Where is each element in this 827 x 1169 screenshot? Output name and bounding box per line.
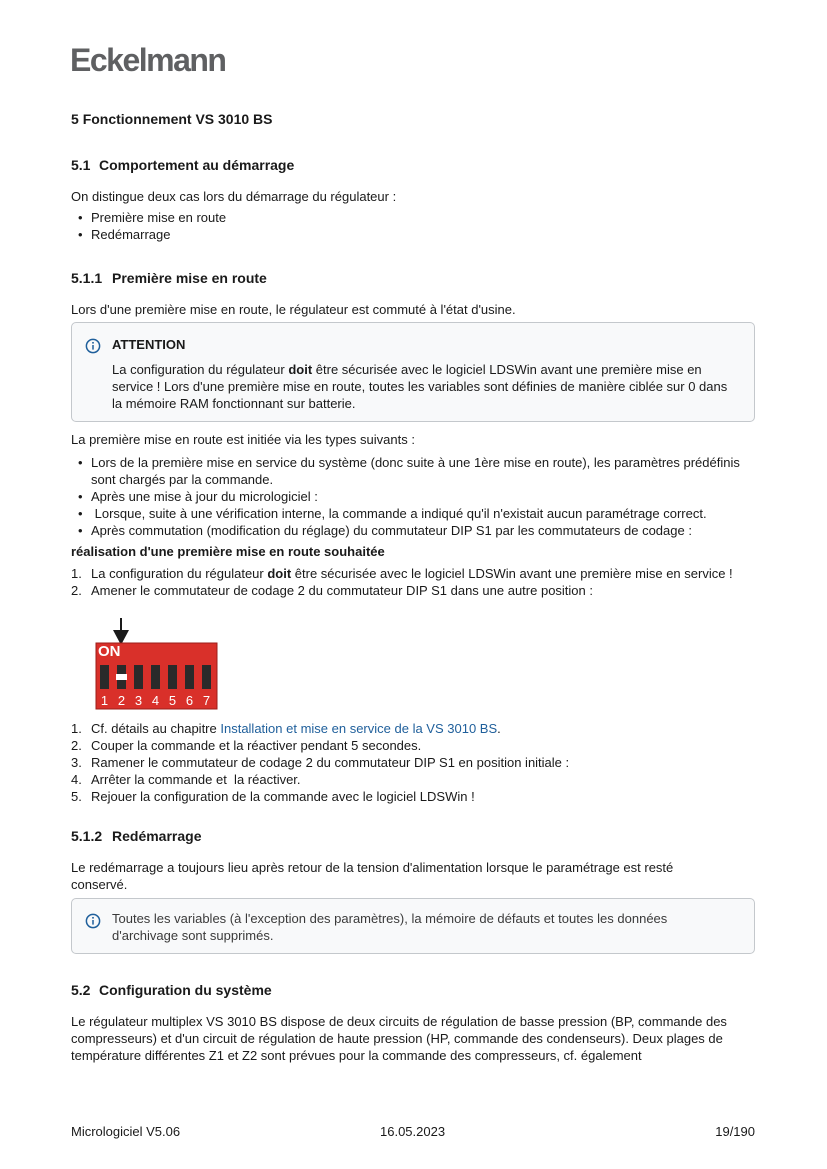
- list-item: 2. Amener le commutateur de codage 2 du commutateur DIP S1 dans une autre position :: [71, 583, 593, 598]
- info-note-box: [71, 898, 755, 954]
- footer-date: 16.05.2023: [380, 1124, 446, 1139]
- dip-switch-slot-4: [151, 665, 160, 689]
- list-item: 1. Cf. détails au chapitre Installation et mise en service de la VS 3010 BS.: [71, 721, 501, 736]
- dip-switch-number-7: 7: [202, 693, 211, 708]
- dip-switch-number-4: 4: [151, 693, 160, 708]
- list-item: 3. Ramener le commutateur de codage 2 du commutateur DIP S1 en position initiale :: [71, 755, 570, 770]
- attention-box: [71, 322, 755, 422]
- dip-switch-number-5: 5: [168, 693, 177, 708]
- dip-switch-slot-5: [168, 665, 177, 689]
- section-5-1-2-intro: Le redémarrage a toujours lieu après retour de la tension d'alimentation lorsque le paramétrage est resté conservé.: [71, 860, 674, 892]
- list-item: 2. Couper la commande et la réactiver pendant 5 secondes.: [71, 738, 422, 753]
- section-heading-5-1-1: 5.1.1 Première mise en route: [71, 270, 267, 286]
- procedure-steps: [71, 720, 761, 805]
- section-5-1-1-intro: Lors d'une première mise en route, le régulateur est commuté à l'état d'usine.: [71, 302, 516, 317]
- footer-page-number: 19/190: [715, 1124, 755, 1139]
- chapter-title: Fonctionnement VS 3010 BS: [82, 111, 273, 127]
- types-intro: La première mise en route est initiée via les types suivants :: [71, 432, 415, 447]
- dip-switch-number-2: 2: [117, 693, 126, 708]
- attention-text: La configuration du régulateur doit être sécurisée avec le logiciel LDSWin avant une première mise en service ! Lors d'une première mise en route, toutes les variables sont définies de manière ciblée sur 0 dans la mémoire RAM fonctionnant sur batterie.: [112, 362, 728, 411]
- realisation-steps: [71, 565, 736, 599]
- dip-switch-figure: [94, 618, 220, 712]
- dip-on-label: ON: [98, 643, 121, 660]
- info-icon: [85, 338, 101, 354]
- chapter-link[interactable]: Installation et mise en service de la VS 3010 BS: [220, 721, 498, 736]
- dip-switch-slot-6: [185, 665, 194, 689]
- list-item: 5. Rejouer la configuration de la commande avec le logiciel LDSWin !: [71, 789, 475, 804]
- chapter-number: 5: [71, 111, 79, 127]
- dip-switch-number-6: 6: [185, 693, 194, 708]
- section-5-1-intro: On distingue deux cas lors du démarrage du régulateur :: [71, 189, 397, 204]
- dip-switch-slot-7: [202, 665, 211, 689]
- list-item: • Après commutation (modification du réglage) du commutateur DIP S1 par les commutateurs de codage :: [71, 522, 756, 539]
- realisation-title: réalisation d'une première mise en route souhaitée: [71, 544, 385, 559]
- first-start-types-list: [71, 454, 756, 539]
- section-heading-5-1-2: 5.1.2 Redémarrage: [71, 828, 202, 844]
- list-item: • Après une mise à jour du micrologiciel :: [71, 488, 756, 505]
- attention-title: ATTENTION: [112, 337, 186, 352]
- info-note-text: Toutes les variables (à l'exception des paramètres), la mémoire de défauts et toutes les données d'archivage sont supprimés.: [112, 911, 668, 943]
- footer-firmware-version: Micrologiciel V5.06: [71, 1124, 181, 1139]
- list-item: 4. Arrêter la commande et la réactiver.: [71, 772, 301, 787]
- list-item: • Première mise en route: [71, 209, 761, 226]
- dip-switch-number-3: 3: [134, 693, 143, 708]
- chapter-heading: [71, 111, 273, 128]
- section-heading-5-2: 5.2 Configuration du système: [71, 982, 272, 998]
- info-icon: [85, 913, 101, 929]
- section-5-2-text: Le régulateur multiplex VS 3010 BS dispose de deux circuits de régulation de basse pression (BP, commande des compresseurs) et d'un circuit de régulation de haute pression (HP, commande des condenseurs). Deux plages de température différentes Z1 et Z2 sont prévues pour la commande des compresseurs, cf. également: [71, 1014, 727, 1063]
- list-item: • Lors de la première mise en service du système (donc suite à une 1ère mise en route), les paramètres prédéfinis sont chargés par la commande.: [71, 454, 756, 488]
- list-item: • Lorsque, suite à une vérification interne, la commande a indiqué qu'il n'existait aucun paramétrage correct.: [71, 505, 756, 522]
- dip-switch-knob-2: [116, 674, 127, 680]
- dip-switch-slot-1: [100, 665, 109, 689]
- company-logo: Eckelmann: [70, 42, 226, 78]
- section-heading-5-1: 5.1 Comportement au démarrage: [71, 157, 295, 173]
- list-item: 1. La configuration du régulateur doit être sécurisée avec le logiciel LDSWin avant une première mise en service !: [71, 566, 733, 581]
- list-item: • Redémarrage: [71, 226, 761, 243]
- dip-switch-slot-3: [134, 665, 143, 689]
- dip-switch-number-1: 1: [100, 693, 109, 708]
- startup-cases-list: [71, 209, 761, 243]
